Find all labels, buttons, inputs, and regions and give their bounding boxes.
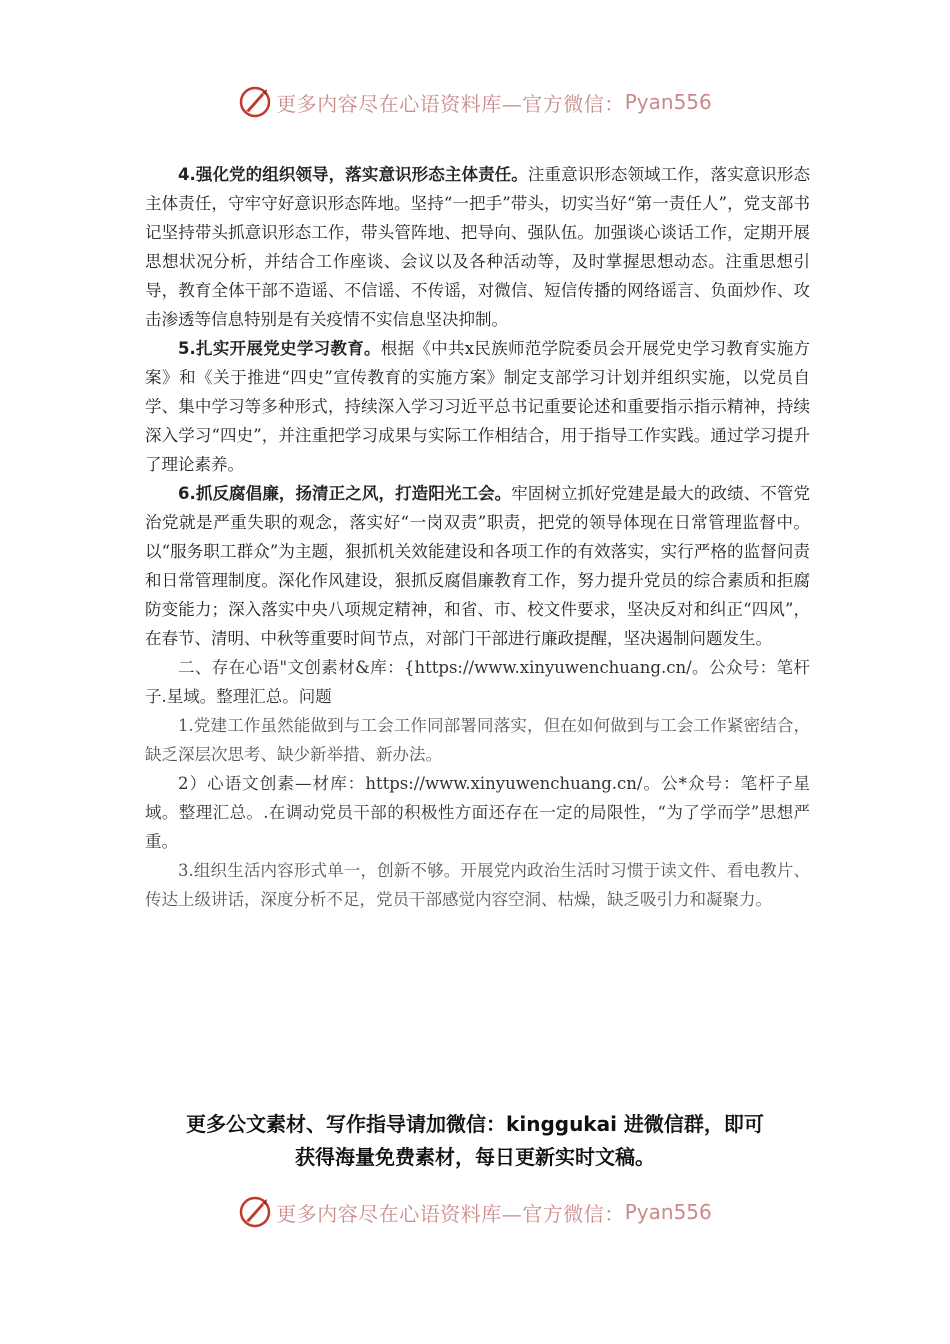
logo-icon	[238, 85, 272, 119]
footer-note	[0, 1108, 950, 1174]
watermark-id: Pyan556	[624, 1200, 712, 1224]
paragraph-5	[145, 334, 810, 479]
paragraph-4-heading: 4.强化党的组织领导，落实意识形态主体责任。	[178, 165, 528, 184]
paragraph-5-text: 根据《中共x民族师范学院委员会开展党史学习教育实施方案》和《关于推进“四史”宣传教育的实施方案》制定支部学习计划并组织实施，以党员自学、集中学习等多种形式，持续深入学习习近平总书记重要论述和重要指示指示精神，持续深入学习“四史”，并注重把学习成果与实际工作相结合，用于指导工作实践。通过学习提升了理论素养。	[145, 339, 810, 474]
paragraph-6-heading: 6.抓反腐倡廉，扬清正之风，打造阳光工会。	[178, 484, 512, 503]
footer-line-1: 更多公文素材、写作指导请加微信：kinggukai 进微信群，即可	[186, 1112, 764, 1136]
problem-1	[145, 711, 810, 769]
problem-3	[145, 856, 810, 914]
problem-2-text: 2）心语文创素—材库：https://www.xinyuwenchuang.cn/。公*众号：笔杆子星域。整理汇总。.在调动党员干部的积极性方面还存在一定的局限性，“为了学而学”思想严重。	[145, 774, 810, 851]
paragraph-5-heading: 5.扎实开展党史学习教育。	[178, 339, 381, 358]
document-body	[145, 160, 810, 914]
paragraph-4-text: 注重意识形态领域工作，落实意识形态主体责任，守牢守好意识形态阵地。坚持“一把手”带头，切实当好“第一责任人”，党支部书记坚持带头抓意识形态工作，带头管阵地、把导向、强队伍。加强谈心谈话工作，定期开展思想状况分析，并结合工作座谈、会议以及各种活动等，及时掌握思想动态。注重思想引导，教育全体干部不造谣、不信谣、不传谣，对微信、短信传播的网络谣言、负面炒作、攻击渗透等信息特别是有关疫情不实信息坚决抑制。	[145, 165, 811, 329]
problem-1-text: 1.党建工作虽然能做到与工会工作同部署同落实，但在如何做到与工会工作紧密结合，缺乏深层次思考、缺少新举措、新办法。	[145, 716, 810, 764]
paragraph-4	[145, 160, 810, 334]
section-2-heading	[145, 653, 810, 711]
paragraph-6	[145, 479, 810, 653]
section-2-text: 二、存在心语"文创素材&库：{https://www.xinyuwenchuang.cn/。公众号：笔杆子.星域。整理汇总。问题	[145, 658, 810, 706]
watermark-id: Pyan556	[624, 90, 712, 114]
watermark-text: 更多内容尽在心语资料库—官方微信：	[276, 1201, 625, 1226]
footer-line-2: 获得海量免费素材，每日更新实时文稿。	[295, 1145, 655, 1169]
watermark-bottom	[0, 1194, 950, 1230]
paragraph-6-text: 牢固树立抓好党建是最大的政绩、不管党治党就是严重失职的观念，落实好“一岗双责”职责，把党的领导体现在日常管理监督中。以“服务职工群众”为主题，狠抓机关效能建设和各项工作的有效落实，实行严格的监督问责和日常管理制度。深化作风建设，狠抓反腐倡廉教育工作，努力提升党员的综合素质和拒腐防变能力；深入落实中央八项规定精神，和省、市、校文件要求，坚决反对和纠正“四风”，在春节、清明、中秋等重要时间节点，对部门干部进行廉政提醒，坚决遏制问题发生。	[145, 484, 811, 648]
logo-icon	[238, 1195, 272, 1229]
problem-3-text: 3.组织生活内容形式单一，创新不够。开展党内政治生活时习惯于读文件、看电教片、传达上级讲话，深度分析不足，党员干部感觉内容空洞、枯燥，缺乏吸引力和凝聚力。	[145, 861, 810, 909]
watermark-top	[0, 84, 950, 120]
problem-2	[145, 769, 810, 856]
watermark-text: 更多内容尽在心语资料库—官方微信：	[276, 91, 625, 116]
